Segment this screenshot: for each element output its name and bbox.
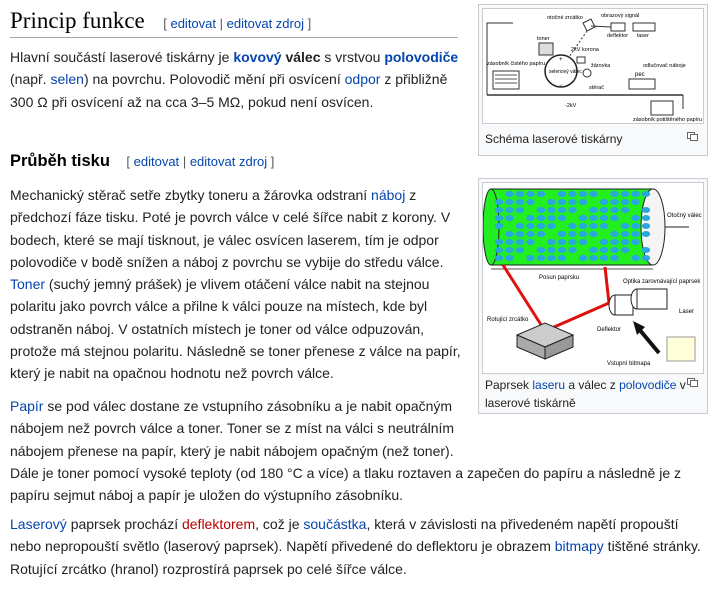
charge-dot bbox=[631, 215, 639, 221]
charge-dot bbox=[526, 239, 534, 245]
figure-image[interactable] bbox=[482, 8, 704, 124]
link-odpor[interactable]: odpor bbox=[344, 71, 381, 88]
enlarge-icon-2[interactable] bbox=[687, 378, 698, 387]
charge-dot bbox=[610, 255, 618, 261]
charge-dot bbox=[516, 239, 524, 245]
section-heading-prubeh-tisku bbox=[10, 152, 274, 171]
charge-dot bbox=[537, 247, 545, 253]
charge-dot bbox=[610, 215, 618, 221]
charge-dot bbox=[600, 239, 608, 245]
charge-dot bbox=[516, 247, 524, 253]
charge-dot bbox=[621, 191, 629, 197]
output-tray bbox=[651, 101, 673, 115]
charge-dot bbox=[495, 223, 503, 229]
charge-dot bbox=[505, 215, 513, 221]
deflector-box bbox=[611, 23, 625, 31]
charge-dot bbox=[642, 231, 650, 237]
charge-dot bbox=[547, 207, 555, 213]
label-korona: 2kV korona bbox=[571, 47, 599, 53]
charge-dot bbox=[568, 247, 576, 253]
link-polovodice[interactable]: polovodiče bbox=[384, 49, 459, 65]
charge-dot bbox=[505, 255, 513, 261]
figure-caption-2: Paprsek laseru a válec z polovodiče v laserové tiskárně bbox=[485, 378, 686, 410]
charge-dot bbox=[558, 215, 566, 221]
label-odlucovac: odlučovač náboje bbox=[643, 63, 686, 69]
charge-dot bbox=[621, 223, 629, 229]
charge-dot bbox=[631, 231, 639, 237]
edit-source-link-2[interactable]: editovat zdroj bbox=[189, 154, 268, 169]
charge-dot bbox=[537, 255, 545, 261]
charge-dot bbox=[558, 207, 566, 213]
section-title: Princip funkce bbox=[10, 8, 145, 33]
label-sterac: stěrač bbox=[589, 85, 604, 91]
label-rotujici-zrcatko: Rotující zrcátko bbox=[487, 317, 529, 323]
charge-dot bbox=[516, 207, 524, 213]
charge-dot bbox=[505, 231, 513, 237]
charge-dot bbox=[621, 207, 629, 213]
charge-dot bbox=[537, 231, 545, 237]
label-otocne-zrcatko: otočné zrcátko bbox=[547, 15, 583, 21]
charge-dot bbox=[547, 255, 555, 261]
charge-dot bbox=[558, 231, 566, 237]
label-zasobnik-potisteneho: zásobník potištěného papíru bbox=[633, 117, 703, 123]
laser-drum-diagram bbox=[483, 183, 703, 373]
link-kovovy[interactable]: kovový bbox=[233, 49, 282, 65]
charge-dot bbox=[526, 231, 534, 237]
charge-dot bbox=[642, 255, 650, 261]
label-optika: Optika zarovnávající paprsek bbox=[623, 279, 701, 285]
label-pec: pec bbox=[635, 72, 645, 78]
laser-box bbox=[633, 23, 655, 31]
charge-dot bbox=[631, 223, 639, 229]
charge-dot bbox=[516, 231, 524, 237]
charge-dot bbox=[505, 239, 513, 245]
enlarge-icon[interactable] bbox=[687, 132, 698, 141]
paragraph-1: Hlavní součástí laserové tiskárny je kovový válec s vrstvou polovodiče (např. selen) na povrchu. Polovodič mění při osvícení odpor z přibližně 300 Ω při osvícení až na cca 3–5 MΩ, pokud není osvícen. bbox=[10, 49, 459, 110]
input-tray bbox=[493, 71, 519, 89]
label-otocny-valec: Otočný válec bbox=[667, 213, 702, 219]
charge-dot bbox=[526, 215, 534, 221]
charge-dot bbox=[579, 231, 587, 237]
charge-dot bbox=[526, 223, 534, 229]
charge-dot bbox=[558, 239, 566, 245]
laser-beam bbox=[605, 267, 609, 303]
charge-dot bbox=[526, 191, 534, 197]
charge-dot bbox=[642, 223, 650, 229]
link-selen[interactable]: selen bbox=[50, 71, 84, 88]
charge-dot bbox=[579, 239, 587, 245]
label-toner: toner bbox=[537, 36, 550, 42]
charge-dot bbox=[526, 199, 534, 205]
charge-dot bbox=[631, 255, 639, 261]
charge-dot bbox=[579, 215, 587, 221]
paragraph-2: Mechanický stěrač setře zbytky toneru a žárovka odstraní náboj z předchozí fáze tisku. Poté je povrch válce v celé šířce nabit z korony. V bodech, které se mají tisknout, je válec osvícen laserem, tím je odpor polovodiče v bodě snížen a náboj z povrchu se vybije do středu válce. Toner (suchý jemný prášek) je vlivem otáčení válce nabit na stejnou polaritu jako povrch válce a přilne k válci pouze na místech, kde byl odstraněn náboj. V ostatních místech je toner od válce odpuzován, protože má stejnou polaritu. Následně se toner přenese z válce na papír, který je nabit na opačnou hodnotu než povrch válce. bbox=[10, 187, 461, 382]
input-bitmap bbox=[667, 337, 695, 361]
charge-dot bbox=[600, 255, 608, 261]
label-deflektor: deflektor bbox=[607, 33, 629, 39]
charge-dot bbox=[621, 199, 629, 205]
mirror bbox=[583, 19, 595, 31]
charge-dot bbox=[579, 255, 587, 261]
charge-dot bbox=[579, 199, 587, 205]
charge-dot bbox=[537, 191, 545, 197]
charge-dot bbox=[505, 191, 513, 197]
charge-dot bbox=[495, 255, 503, 261]
charge-dot bbox=[579, 191, 587, 197]
label-plus: + bbox=[559, 57, 563, 63]
charge-dot bbox=[558, 247, 566, 253]
charge-dot bbox=[547, 239, 555, 245]
charge-dot bbox=[547, 247, 555, 253]
link-laseru[interactable]: laseru bbox=[532, 378, 566, 392]
charge-dot bbox=[610, 239, 618, 245]
charge-dot bbox=[547, 223, 555, 229]
deflector-body bbox=[615, 295, 633, 315]
charge-dot bbox=[495, 239, 503, 245]
charge-dot bbox=[516, 191, 524, 197]
charge-dot bbox=[589, 231, 597, 237]
charge-dot bbox=[505, 207, 513, 213]
charge-dot bbox=[589, 223, 597, 229]
label-zasobnik-cisteho: zásobník čistého papíru bbox=[487, 61, 546, 67]
link-toner[interactable]: Toner bbox=[10, 276, 46, 293]
charge-dot bbox=[568, 231, 576, 237]
signal-arrow bbox=[639, 329, 659, 353]
figure-caption: Schéma laserové tiskárny bbox=[485, 132, 623, 146]
edit-source-link[interactable]: editovat zdroj bbox=[226, 16, 304, 31]
paragraph-4: Laserový paprsek prochází deflektorem, což je součástka, která v závislosti na přivedeném napětí propouští nebo nepropouští světlo (laserový paprsek). Napětí přivedené do deflektoru je obrazem bitmapy tištěné stránky. Rotující zrcátko (hranol) rozprostírá paprsek po celé šířce válce. bbox=[10, 516, 701, 577]
charge-dot bbox=[568, 199, 576, 205]
charge-dot bbox=[589, 191, 597, 197]
charge-dots bbox=[495, 191, 650, 261]
charge-dot bbox=[558, 255, 566, 261]
charge-dot bbox=[589, 215, 597, 221]
charge-dot bbox=[642, 247, 650, 253]
link-deflektorem[interactable]: deflektorem bbox=[181, 516, 256, 532]
charge-dot bbox=[526, 255, 534, 261]
label-minus: − bbox=[559, 83, 563, 89]
charge-dot bbox=[621, 239, 629, 245]
charge-dot bbox=[610, 207, 618, 213]
label-laser: laser bbox=[637, 33, 649, 39]
figure-image-2[interactable] bbox=[482, 182, 704, 374]
label-selenovy-valec: selenový válec bbox=[549, 69, 582, 75]
charge-dot bbox=[600, 199, 608, 205]
charge-dot bbox=[642, 215, 650, 221]
label-deflektor: Deflektor bbox=[597, 327, 622, 333]
charge-dot bbox=[600, 247, 608, 253]
charge-dot bbox=[516, 199, 524, 205]
charge-dot bbox=[568, 223, 576, 229]
subsection-title: Průběh tisku bbox=[10, 152, 110, 170]
charge-dot bbox=[547, 199, 555, 205]
label-posun-paprsku: Posun paprsku bbox=[539, 275, 580, 281]
charge-dot bbox=[631, 199, 639, 205]
toner-box bbox=[539, 43, 553, 55]
label-minus2kv: -2kV bbox=[565, 103, 577, 109]
label-laser: Laser bbox=[679, 309, 695, 315]
charge-dot bbox=[610, 199, 618, 205]
edit-link[interactable]: editovat bbox=[170, 16, 217, 31]
charge-dot bbox=[495, 207, 503, 213]
figure-printer-schema bbox=[478, 4, 708, 156]
charge-dot bbox=[558, 199, 566, 205]
charge-dot bbox=[610, 231, 618, 237]
charge-dot bbox=[642, 207, 650, 213]
charge-dot bbox=[568, 239, 576, 245]
charge-dot bbox=[600, 215, 608, 221]
charge-dot bbox=[589, 247, 597, 253]
charge-dot bbox=[495, 247, 503, 253]
printer-schema-diagram bbox=[483, 9, 703, 123]
charge-dot bbox=[621, 231, 629, 237]
corona bbox=[577, 57, 585, 63]
charge-dot bbox=[621, 247, 629, 253]
section-heading-princip-funkce bbox=[10, 8, 458, 38]
figure-laser-drum bbox=[478, 178, 708, 414]
edit-link-2[interactable]: editovat bbox=[133, 154, 180, 169]
beam-line bbox=[569, 31, 587, 57]
label-obrazovy-signal: obrazový signál bbox=[601, 13, 640, 19]
charge-dot bbox=[568, 191, 576, 197]
charge-dot bbox=[537, 207, 545, 213]
charge-dot bbox=[547, 215, 555, 221]
charge-dot bbox=[495, 215, 503, 221]
link-soucastka[interactable]: součástka bbox=[303, 516, 367, 532]
charge-dot bbox=[589, 255, 597, 261]
link-polovodice-caption[interactable]: polovodiče bbox=[619, 378, 677, 392]
link-bitmapy[interactable]: bitmapy bbox=[554, 538, 604, 555]
charge-dot bbox=[537, 223, 545, 229]
charge-dot bbox=[558, 191, 566, 197]
charge-dot bbox=[495, 199, 503, 205]
link-laserovy[interactable]: Laserový bbox=[10, 516, 67, 532]
paragraph-3: Papír se pod válec dostane ze vstupního zásobníku a je nabit opačným nábojem než povrch válce a toner. Toner se z míst na válci s neutrálním nábojem přenese na papír, který je nabit nábojem opačným (než toner). Dále je toner pomocí vysoké teploty (od 180 °C a více) a tlaku roztaven a zapečen do papíru a následně je z papíru sejmut náboj a papír je uložen do výstupního zásobníku. bbox=[10, 395, 710, 506]
lamp bbox=[583, 69, 591, 77]
label-zarovka: žárovka bbox=[591, 63, 611, 69]
charge-dot bbox=[610, 191, 618, 197]
charge-dot bbox=[579, 223, 587, 229]
charge-dot bbox=[631, 191, 639, 197]
edit-subsection-links: [ editovat | editovat zdroj ] bbox=[126, 154, 275, 169]
charge-dot bbox=[516, 223, 524, 229]
link-naboj[interactable]: náboj bbox=[371, 187, 406, 203]
charge-dot bbox=[642, 191, 650, 197]
charge-dot bbox=[505, 199, 513, 205]
label-vstupni-bitmapa: Vstupní bitmapa bbox=[607, 361, 651, 367]
charge-dot bbox=[600, 207, 608, 213]
charge-dot bbox=[631, 239, 639, 245]
edit-section-links: [ editovat | editovat zdroj ] bbox=[163, 16, 312, 31]
laser-body bbox=[637, 289, 667, 309]
oven bbox=[629, 79, 655, 89]
charge-dot bbox=[589, 207, 597, 213]
charge-dot bbox=[610, 247, 618, 253]
charge-dot bbox=[505, 247, 513, 253]
charge-dot bbox=[568, 207, 576, 213]
charge-dot bbox=[537, 215, 545, 221]
charge-dot bbox=[600, 223, 608, 229]
link-papir[interactable]: Papír bbox=[10, 398, 44, 414]
